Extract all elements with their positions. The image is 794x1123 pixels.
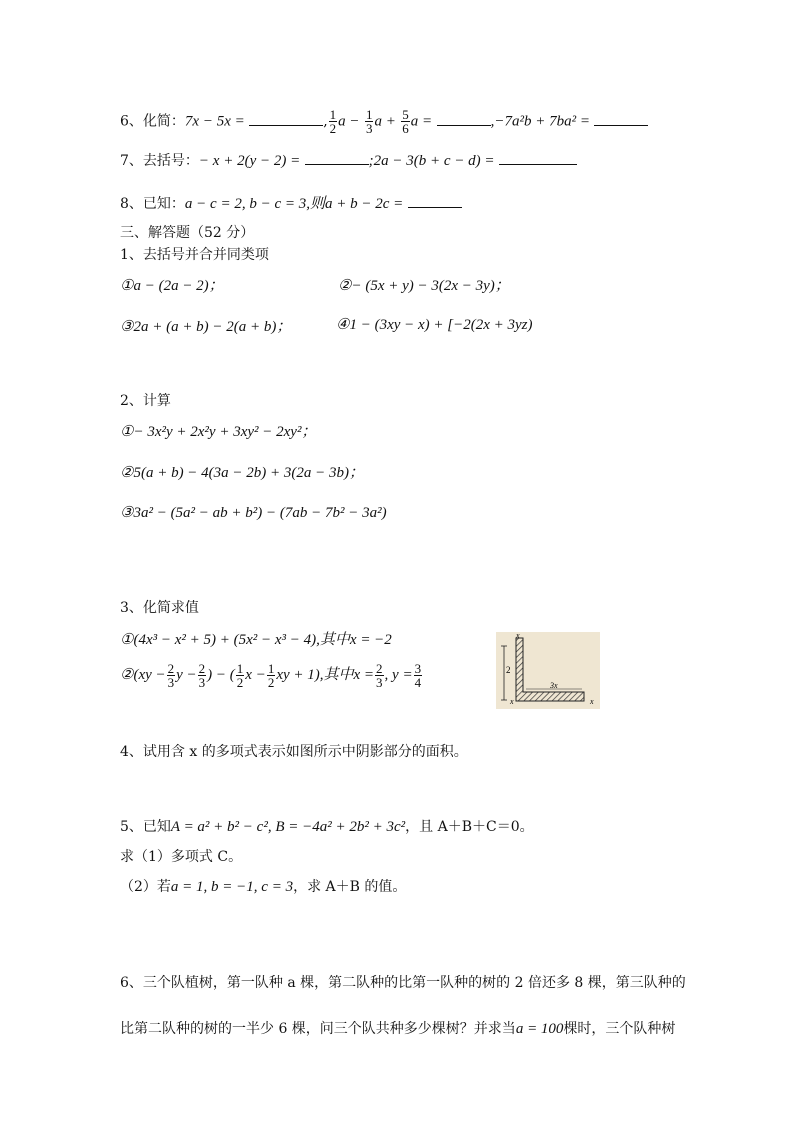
q6-expr-2a: a − — [338, 113, 360, 130]
problem-1-item-1: ①a − (2a − 2)； — [120, 278, 224, 294]
q6-expr-1: 7x − 5x = — [184, 113, 245, 130]
problem-6-line-1: 6、三个队植树，第一队种 a 棵，第二队种的比第一队种的树的 2 倍还多 8 棵，第三队种的 — [120, 975, 686, 991]
problem-1-title: 1、去括号并合并同类项 — [120, 247, 269, 263]
figure-label-x-right: x — [590, 697, 594, 706]
problem-4: 4、试用含 x 的多项式表示如图所示中阴影部分的面积。 — [120, 744, 468, 760]
q7-expr-1: − x + 2(y − 2) = — [198, 153, 301, 169]
fraction: $\frac{1}{2}$ — [236, 661, 244, 690]
q6-expr-2c: a = — [410, 113, 433, 130]
problem-3-item-2: ②(xy − $\frac{2}{3}$ y − $\frac{2}{3}$ ) − ( $\frac{1}{2}$ x − $\frac{1}{2}$ xy + 1),其中x = $\frac{2}{3}$ , y = $\frac{3}{4}$ — [120, 661, 422, 690]
fraction: $\frac{2}{3}$ — [167, 661, 175, 690]
problem-5-line-2: 求（1）多项式 C。 — [120, 849, 243, 865]
figure-label-3x: 3x — [550, 681, 558, 690]
q6-expr-3: ,−7a²b + 7ba² = — [490, 113, 590, 130]
problem-5-line-3: （2）若a = 1, b = −1, c = 3，求 A＋B 的值。 — [120, 879, 407, 895]
figure-label-2: 2 — [506, 665, 511, 675]
q6-expr-2b: a + — [374, 113, 396, 130]
q6-label: 6、化简： — [120, 113, 185, 130]
shaded-region — [516, 638, 584, 701]
section-title: 三、解答题（52 分） — [120, 225, 255, 241]
fraction: $\frac{1}{3}$ — [365, 107, 373, 136]
problem-3-title: 3、化简求值 — [120, 600, 199, 616]
answer-blank[interactable] — [305, 150, 369, 165]
q8-label: 8、已知： — [120, 196, 185, 212]
problem-1-item-3: ③2a + (a + b) − 2(a + b)； — [120, 319, 292, 335]
q7-expr-2: ;2a − 3(b + c − d) = — [368, 153, 495, 169]
fraction: $\frac{2}{3}$ — [198, 661, 206, 690]
answer-blank[interactable] — [594, 111, 648, 126]
question-8 — [120, 192, 462, 213]
problem-6-line-2: 比第二队种的树的一半少 6 棵，问三个队共种多少棵树？并求当a = 100棵时，三个队种树 — [120, 1021, 676, 1037]
answer-blank[interactable] — [408, 193, 462, 208]
q7-label: 7、去括号： — [120, 153, 199, 169]
question-6: 6、化简：7x − 5x = , $\frac{1}{2}$ a − $\frac{1}{3}$ a + $\frac{5}{6}$ a = ,−7a²b + 7ba² = — [120, 108, 648, 135]
figure-diagram — [496, 632, 600, 709]
fraction: $\frac{1}{2}$ — [267, 661, 275, 690]
answer-blank[interactable] — [499, 150, 577, 165]
answer-blank[interactable] — [249, 111, 323, 126]
fraction: $\frac{3}{4}$ — [414, 661, 422, 690]
problem-2-title: 2、计算 — [120, 393, 171, 409]
figure-label-x-left: x — [510, 697, 514, 706]
problem-1-item-2: ②− (5x + y) − 3(2x − 3y)； — [338, 278, 510, 294]
problem-2-item-1: ①− 3x²y + 2x²y + 3xy² − 2xy²； — [120, 424, 317, 440]
problem-2-item-2: ②5(a + b) − 4(3a − 2b) + 3(2a − 3b)； — [120, 465, 365, 481]
fraction: $\frac{1}{2}$ — [329, 107, 337, 136]
answer-blank[interactable] — [437, 111, 491, 126]
problem-2-item-3: ③3a² − (5a² − ab + b²) − (7ab − 7b² − 3a²) — [120, 505, 387, 521]
fraction: $\frac{2}{3}$ — [376, 661, 383, 690]
figure-label-x-top: x — [516, 632, 520, 640]
q8-expr: a − c = 2, b − c = 3,则a + b − 2c = — [184, 196, 404, 212]
fraction: $\frac{5}{6}$ — [402, 107, 409, 136]
problem-3-item-1: ①(4x³ − x² + 5) + (5x² − x³ − 4),其中x = −2 — [120, 632, 392, 648]
problem-5-line-1: 5、已知A = a² + b² − c², B = −4a² + 2b² + 3c²，且 A＋B＋C＝0。 — [120, 819, 534, 835]
shaded-area-figure — [496, 632, 600, 709]
question-7 — [120, 150, 577, 170]
problem-1-item-4: ④1 − (3xy − x) + [−2(2x + 3yz) — [336, 317, 533, 333]
